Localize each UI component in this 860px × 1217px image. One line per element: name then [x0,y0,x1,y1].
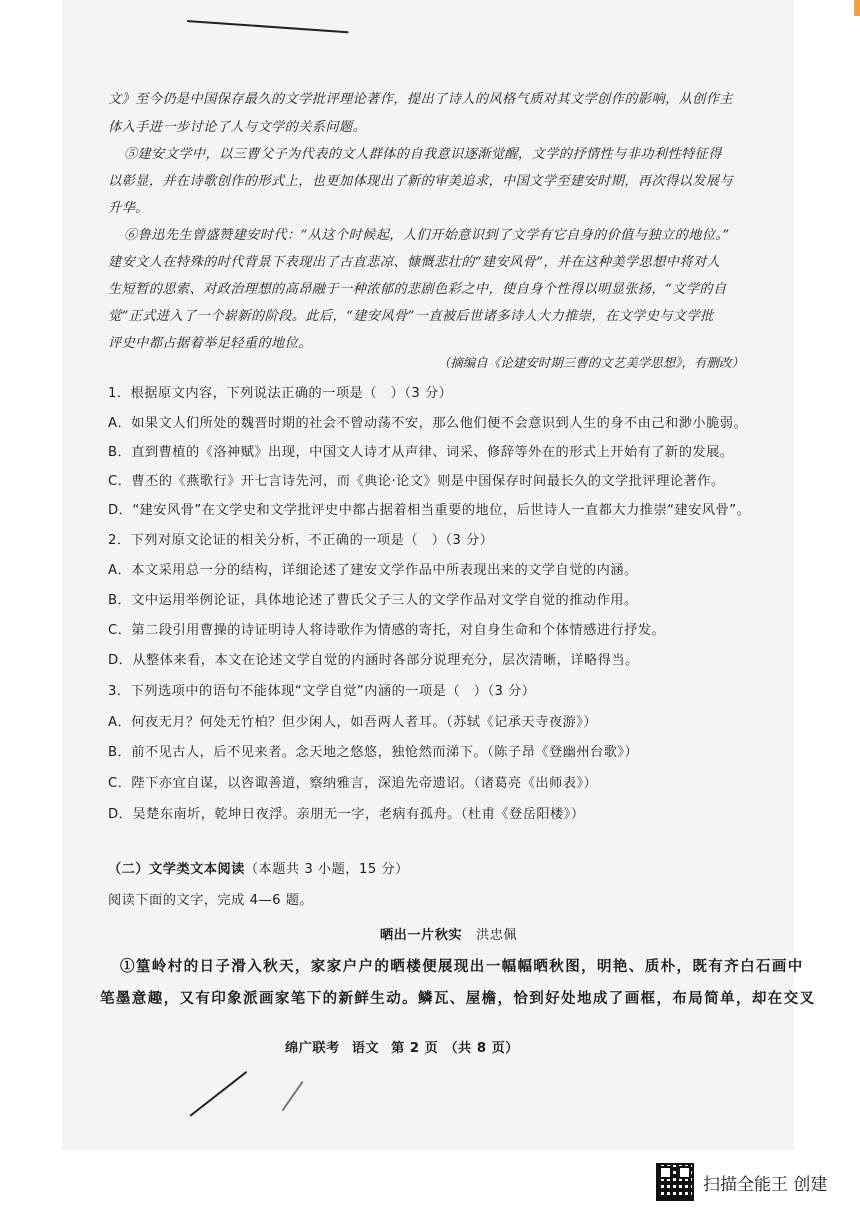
passage-line: 升华。 [108,201,149,216]
scanner-watermark: 扫描全能王 创建 [703,1175,828,1195]
passage-line: 评史中都占据着举足轻重的地位。 [108,336,312,351]
question-option: D．从整体来看，本文在论述文学自觉的内涵时各部分说理充分，层次清晰，详略得当。 [108,653,639,668]
question-option: B．文中运用举例论证，具体地论述了曹氏父子三人的文学作品对文学自觉的推动作用。 [108,593,638,608]
story-author: 洪忠佩 [476,928,518,943]
question-option: A．如果文人们所处的魏晋时期的社会不曾动荡不安，那么他们便不会意识到人生的身不由己和渺小脆弱。 [108,416,748,431]
passage-line: 觉”正式进入了一个崭新的阶段。此后，“建安风骨”一直被后世诸多诗人大力推崇，在文学史与文学批 [108,309,714,324]
question-option: A．本文采用总一分的结构，详细论述了建安文学作品中所表现出来的文学自觉的内涵。 [108,563,638,578]
story-line: 笔墨意趣，又有印象派画家笔下的新鲜生动。鳞瓦、屋檐，恰到好处地成了画框，布局简单，却在交叉 [100,990,816,1007]
section-heading-title: （二）文学类文本阅读 [108,862,245,877]
footer-subject: 语文 [351,1041,380,1056]
passage-line: ⑥鲁迅先生曾盛赞建安时代：“从这个时候起，人们开始意识到了文学有它自身的价值与独立的地位。” [124,228,730,243]
question-option: C．曹丕的《燕歌行》开七言诗先河，而《典论·论文》则是中国保存时间最长久的文学批评理论著作。 [108,474,725,489]
footer-page: 第 2 页 [391,1041,439,1056]
footer-total: （共 8 页） [444,1041,519,1056]
question-option: C．第二段引用曹操的诗证明诗人将诗歌作为情感的寄托，对自身生命和个体情感进行抒发。 [108,623,666,638]
section-instruction: 阅读下面的文字，完成 4—6 题。 [108,893,314,908]
section-heading-note: （本题共 3 小题，15 分） [244,862,409,877]
question-option: D．吴楚东南圻，乾坤日夜浮。亲朋无一字，老病有孤舟。（杜甫《登岳阳楼》） [108,807,585,822]
story-title: 晒出一片秋实 [380,928,463,943]
passage-line: 建安文人在特殊的时代背景下表现出了古直悲凉、慷慨悲壮的“建安风骨”，并在这种美学思想中将对人 [108,255,721,270]
question-stem: 1．根据原文内容，下列说法正确的一项是（ ）（3 分） [108,386,453,401]
passage-line: 体入手进一步讨论了人与文学的关系问题。 [108,120,367,135]
footer-exam: 绵广联考 [285,1041,340,1056]
question-option: D．“建安风骨”在文学史和文学批评史中都占据着相当重要的地位，后世诗人一直都大力推崇“建安风骨”。 [108,503,751,518]
story-line: ①篁岭村的日子滑入秋天，家家户户的晒楼便展现出一幅幅晒秋图，明艳、质朴，既有齐白石画中 [120,958,804,975]
story-title-row [380,924,517,943]
passage-line: 以彰显，并在诗歌创作的形式上，也更加体现出了新的审美追求，中国文学至建安时期，再次得以发展与 [108,174,734,189]
question-option: B．直到曹植的《洛神赋》出现，中国文人诗才从声律、词采、修辞等外在的形式上开始有了新的发展。 [108,445,734,460]
passage-line: ⑤建安文学中，以三曹父子为代表的文人群体的自我意识逐渐觉醒，文学的抒情性与非功利性特征得 [124,147,722,162]
question-option: C．陛下亦宜自谋，以咨诹善道，察纳雅言，深追先帝遗诏。（诸葛亮《出师表》） [108,776,598,791]
passage-line: 生短暂的思索、对政治理想的高昂融于一种浓郁的悲剧色彩之中，使自身个性得以明显张扬，“文学的自 [108,282,727,297]
scan-edge-mark [854,0,860,16]
passage-source: （摘编自《论建安时期三曹的文艺美学思想》，有删改） [437,355,744,370]
section-heading [108,858,409,877]
qr-code-icon [656,1163,694,1201]
question-option: A．何夜无月？何处无竹柏？但少闲人，如吾两人者耳。（苏轼《记承天寺夜游》） [108,715,598,730]
question-option: B．前不见古人，后不见来者。念天地之悠悠，独怆然而涕下。（陈子昂《登幽州台歌》） [108,745,639,760]
question-stem: 3．下列选项中的语句不能体现“文学自觉”内涵的一项是（ ）（3 分） [108,684,536,699]
question-stem: 2．下列对原文论证的相关分析，不正确的一项是（ ）（3 分） [108,533,494,548]
page-footer [285,1037,519,1056]
passage-line: 文》至今仍是中国保存最久的文学批评理论著作，提出了诗人的风格气质对其文学创作的影响，从创作主 [108,92,734,107]
